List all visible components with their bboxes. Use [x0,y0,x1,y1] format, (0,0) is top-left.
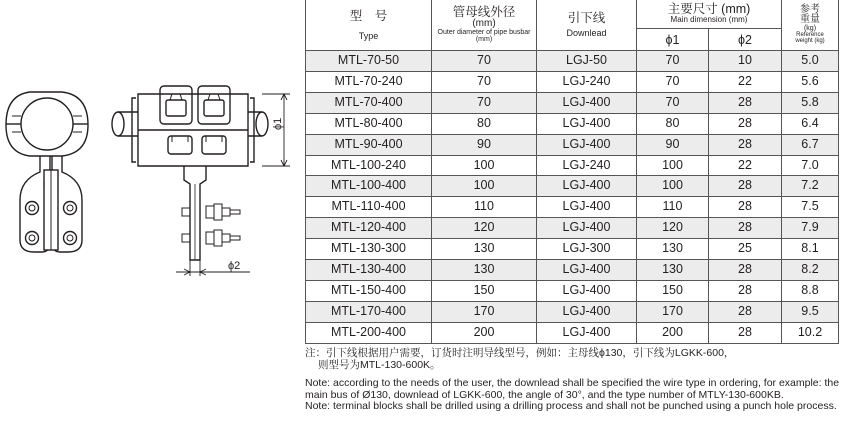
table-row [306,280,839,301]
cell-phi1: 150 [637,280,709,301]
side-view [112,86,290,276]
cell-phi2: 25 [709,239,782,260]
cell-outer: 70 [432,71,537,92]
table-row [306,322,839,343]
table-row [306,51,839,72]
note-en-1: Note: according to the needs of the user, the downlead shall be specified the wire type in ordering, for example: the main bus of Ø130, downlead of LGKK-600, the angle of 30°, and the type number of MTLY-130-600KB. [305,377,840,401]
cell-phi1: 100 [637,176,709,197]
cell-downlead: LGJ-400 [537,113,637,134]
cell-type: MTL-100-400 [306,176,432,197]
cell-type: MTL-200-400 [306,322,432,343]
cell-weight: 10.2 [782,322,839,343]
cell-phi1: 130 [637,239,709,260]
cell-outer: 110 [432,197,537,218]
cell-downlead: LGJ-400 [537,260,637,281]
cell-phi1: 90 [637,134,709,155]
cell-downlead: LGJ-400 [537,134,637,155]
cell-type: MTL-110-400 [306,197,432,218]
cell-phi1: 120 [637,218,709,239]
table-row [306,92,839,113]
cell-phi1: 70 [637,71,709,92]
cell-downlead: LGJ-400 [537,92,637,113]
cell-outer: 130 [432,239,537,260]
table-row [306,134,839,155]
cell-weight: 7.9 [782,218,839,239]
note-cn-line1: 注：引下线根据用户需要，订货时注明导线型号，例如：主母线ϕ130，引下线为LGKK-600， [305,347,735,359]
cell-downlead: LGJ-400 [537,218,637,239]
cell-type: MTL-90-400 [306,134,432,155]
cell-weight: 5.0 [782,51,839,72]
table-row [306,239,839,260]
cell-phi1: 80 [637,113,709,134]
cell-type: MTL-80-400 [306,113,432,134]
cell-weight: 7.0 [782,155,839,176]
cell-type: MTL-70-240 [306,71,432,92]
cell-downlead: LGJ-50 [537,51,637,72]
cell-weight: 7.2 [782,176,839,197]
cell-outer: 100 [432,176,537,197]
cell-weight: 7.5 [782,197,839,218]
cell-downlead: LGJ-240 [537,155,637,176]
spec-table-body [306,51,839,344]
cell-outer: 80 [432,113,537,134]
cell-phi1: 70 [637,51,709,72]
cell-phi1: 100 [637,155,709,176]
cell-downlead: LGJ-400 [537,322,637,343]
cell-phi1: 170 [637,301,709,322]
cell-outer: 150 [432,280,537,301]
cell-type: MTL-100-240 [306,155,432,176]
cell-phi2: 28 [709,280,782,301]
cell-phi2: 22 [709,155,782,176]
table-row [306,176,839,197]
cell-weight: 9.5 [782,301,839,322]
cell-outer: 170 [432,301,537,322]
cell-outer: 70 [432,51,537,72]
table-row [306,218,839,239]
cell-outer: 130 [432,260,537,281]
cell-downlead: LGJ-400 [537,197,637,218]
cell-phi2: 28 [709,322,782,343]
cell-phi2: 28 [709,92,782,113]
cell-phi2: 28 [709,134,782,155]
cell-downlead: LGJ-400 [537,280,637,301]
table-row [306,260,839,281]
cell-outer: 90 [432,134,537,155]
note-cn-line2: 则型号为MTL-130-600K。 [318,358,441,371]
cell-type: MTL-170-400 [306,301,432,322]
cell-phi2: 28 [709,176,782,197]
phi1-label: ϕ1 [272,117,284,130]
cell-outer: 70 [432,92,537,113]
cell-phi2: 28 [709,113,782,134]
cell-phi1: 110 [637,197,709,218]
header-type: 型 号 Type [306,0,432,51]
header-main-dimension: 主要尺寸 (mm) Main dimension (mm) [637,0,782,29]
cell-weight: 5.6 [782,71,839,92]
cell-phi2: 28 [709,197,782,218]
cell-type: MTL-120-400 [306,218,432,239]
table-row [306,113,839,134]
cell-downlead: LGJ-240 [537,71,637,92]
spec-table-header [306,0,839,51]
table-row [306,71,839,92]
cell-phi2: 28 [709,218,782,239]
header-downlead: 引下线 Downlead [537,0,637,51]
cell-downlead: LGJ-300 [537,239,637,260]
header-outer-diameter: 管母线外径 (mm) Outer diameter of pipe busbar (mm) [432,0,537,51]
cell-phi1: 200 [637,322,709,343]
cell-phi1: 70 [637,92,709,113]
cell-weight: 8.1 [782,239,839,260]
cell-type: MTL-70-50 [306,51,432,72]
notes [305,348,840,413]
phi2-label: ϕ2 [228,260,241,272]
cell-weight: 5.8 [782,92,839,113]
cell-type: MTL-70-400 [306,92,432,113]
spec-table [305,0,839,344]
cell-weight: 8.2 [782,260,839,281]
clamp-technical-drawing [0,80,300,285]
left-view [6,92,88,252]
cell-phi2: 28 [709,260,782,281]
table-row [306,197,839,218]
cell-type: MTL-150-400 [306,280,432,301]
cell-outer: 120 [432,218,537,239]
note-en-2: Note: terminal blocks shall be drilled using a drilling process and shall not be punched using a punch hole process. [305,400,837,413]
table-row [306,155,839,176]
table-row [306,301,839,322]
cell-weight: 6.7 [782,134,839,155]
header-weight: 参考 重量 (kg) Reference weight (kg) [782,0,839,51]
header-phi1: ϕ1 [637,29,709,51]
cell-type: MTL-130-400 [306,260,432,281]
cell-phi1: 130 [637,260,709,281]
cell-outer: 100 [432,155,537,176]
cell-downlead: LGJ-400 [537,176,637,197]
header-phi2: ϕ2 [709,29,782,51]
cell-phi2: 10 [709,51,782,72]
cell-downlead: LGJ-400 [537,301,637,322]
cell-phi2: 28 [709,301,782,322]
cell-phi2: 22 [709,71,782,92]
cell-weight: 6.4 [782,113,839,134]
cell-outer: 200 [432,322,537,343]
cell-weight: 8.8 [782,280,839,301]
cell-type: MTL-130-300 [306,239,432,260]
